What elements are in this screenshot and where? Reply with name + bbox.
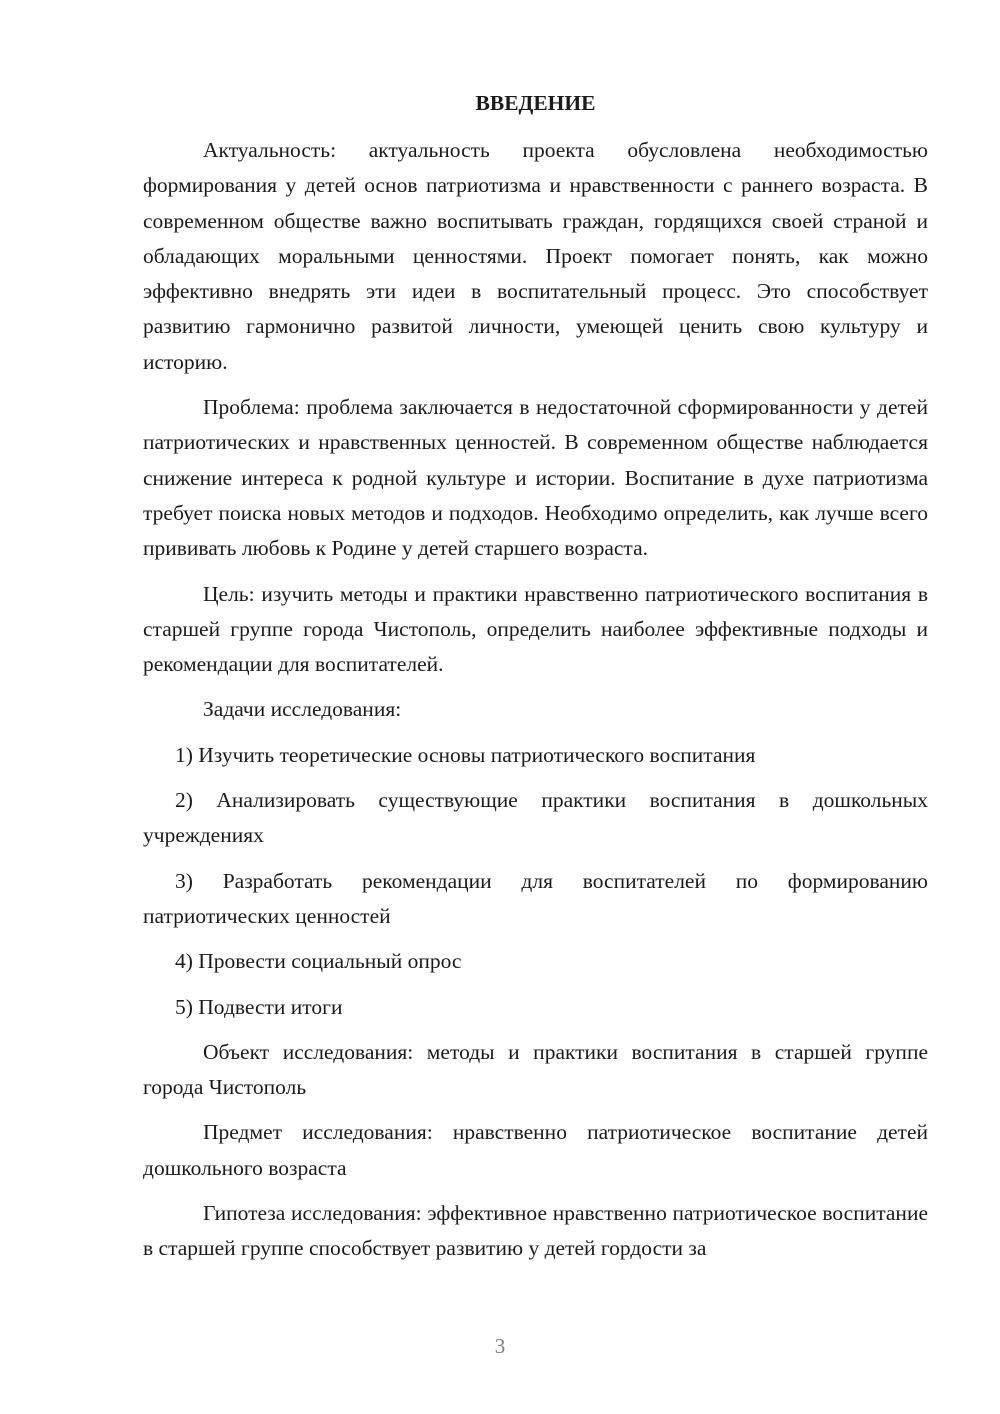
paragraph-object: Объект исследования: методы и практики воспитания в старшей группе города Чистополь xyxy=(143,1039,928,1100)
paragraph-goal: Цель: изучить методы и практики нравственно патриотического воспитания в старшей группе города Чистополь, определить наиболее эффективные подходы и рекомендации для воспитателей. xyxy=(143,581,928,677)
page-number: 3 xyxy=(494,1334,506,1358)
list-item: 5) Подвести итоги xyxy=(175,994,343,1019)
paragraph-hypothesis: Гипотеза исследования: эффективное нравственно патриотическое воспитание в старшей группе способствует развитию у детей гордости за xyxy=(143,1201,928,1261)
paragraph-subject: Предмет исследования: нравственно патриотическое воспитание детей дошкольного возраста xyxy=(143,1120,928,1180)
list-item: 1) Изучить теоретические основы патриотического воспитания xyxy=(175,742,756,767)
list-item: 2) Анализировать существующие практики воспитания в дошкольных учреждениях xyxy=(143,788,928,848)
page-title: ВВЕДЕНИЕ xyxy=(475,91,596,115)
list-item: 4) Провести социальный опрос xyxy=(175,949,462,974)
list-item: 3) Разработать рекомендации для воспитателей по формированию патриотических ценностей xyxy=(143,868,928,928)
paragraph-problem: Проблема: проблема заключается в недостаточной сформированности у детей патриотических и нравственных ценностей. В современном обществе наблюдается снижение интереса к родной культуре и истории. Воспитание в духе патриотизма требует поиска новых методов и подходов. Необходимо определить, как лучше всего прививать любовь к Родине у детей старшего возраста. xyxy=(143,395,928,561)
paragraph-relevance: Актуальность: актуальность проекта обусловлена необходимостью формирования у детей основ патриотизма и нравственности с раннего возраста. В современном обществе важно воспитывать граждан, гордящихся своей страной и обладающих моральными ценностями. Проект помогает понять, как можно эффективно внедрять эти идеи в воспитательный процесс. Это способствует развитию гармонично развитой личности, умеющей ценить свою культуру и историю. xyxy=(143,138,928,374)
tasks-heading: Задачи исследования: xyxy=(203,697,402,722)
document-page xyxy=(143,88,928,1277)
